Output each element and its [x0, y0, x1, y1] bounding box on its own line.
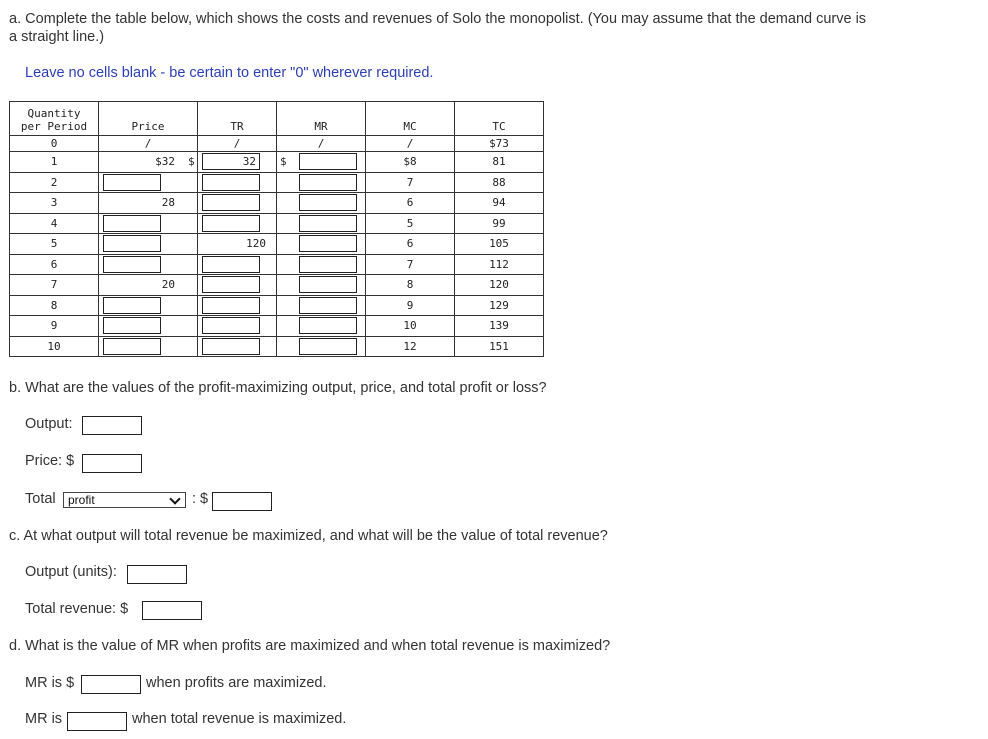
table-row — [10, 193, 544, 214]
header-mr: MR — [277, 102, 366, 136]
cell-quantity: 5 — [10, 234, 99, 255]
header-tc: TC — [455, 102, 544, 136]
cell-quantity: 9 — [10, 316, 99, 337]
cell-price — [99, 295, 198, 316]
cell-mc: 5 — [366, 213, 455, 234]
tr-output-input[interactable] — [127, 565, 187, 584]
price-label: Price: $ — [25, 453, 75, 469]
price-input[interactable] — [103, 256, 161, 273]
cell-tr — [188, 152, 277, 173]
question-c: c. At what output will total revenue be maximized, and what will be the value of total revenue? — [9, 528, 608, 544]
cell-tc: 81 — [455, 152, 544, 173]
cell-tc: 151 — [455, 336, 544, 357]
dollar-sign: $ — [188, 155, 195, 169]
mr-profit-input[interactable] — [81, 675, 141, 694]
cell-quantity: 2 — [10, 172, 99, 193]
mr-input[interactable] — [299, 338, 357, 355]
mr-input[interactable] — [299, 235, 357, 252]
cell-price — [99, 193, 198, 214]
mr-revenue-suffix: when total revenue is maximized. — [132, 711, 347, 727]
cell-quantity: 6 — [10, 254, 99, 275]
price-input[interactable] — [82, 454, 142, 473]
tr-input[interactable] — [202, 215, 260, 232]
cell-mr — [277, 275, 366, 296]
cell-mc: 9 — [366, 295, 455, 316]
mr-profit-suffix: when profits are maximized. — [146, 675, 327, 691]
mr-input[interactable] — [299, 276, 357, 293]
table-row — [10, 172, 544, 193]
question-a-line2: a straight line.) — [9, 29, 105, 45]
table-row — [10, 234, 544, 255]
instruction-text: Leave no cells blank - be certain to enter "0" wherever required. — [25, 65, 434, 81]
cell-mc: 7 — [366, 254, 455, 275]
cell-mr — [277, 193, 366, 214]
cell-tr — [198, 193, 277, 214]
table-row — [10, 316, 544, 337]
mr-revenue-label: MR is — [25, 711, 63, 727]
cell-tr — [198, 213, 277, 234]
cell-tc: 112 — [455, 254, 544, 275]
cell-tr — [198, 336, 277, 357]
price-input[interactable] — [103, 235, 161, 252]
cell-price — [99, 172, 198, 193]
table-row — [10, 152, 544, 173]
cell-mc: 7 — [366, 172, 455, 193]
cell-mc: 10 — [366, 316, 455, 337]
tr-input[interactable] — [202, 338, 260, 355]
dollar-sign: $ — [280, 155, 287, 169]
cell-price — [99, 316, 198, 337]
header-tr: TR — [198, 102, 277, 136]
tr-input[interactable] — [202, 174, 260, 191]
mr-input[interactable] — [299, 174, 357, 191]
cell-price — [99, 234, 198, 255]
cell-slash: / — [366, 136, 455, 152]
cell-mc: 6 — [366, 234, 455, 255]
mr-revenue-input[interactable] — [67, 712, 127, 731]
output-label: Output: — [25, 416, 73, 432]
question-d: d. What is the value of MR when profits are maximized and when total revenue is maximized? — [9, 638, 611, 654]
total-suffix: : $ — [192, 491, 209, 507]
cell-mr — [277, 234, 366, 255]
cell-price — [99, 152, 198, 173]
cell-mr — [277, 254, 366, 275]
cell-mr — [277, 316, 366, 337]
select-value: profit — [68, 493, 95, 507]
mr-input[interactable] — [299, 256, 357, 273]
cell-price — [99, 254, 198, 275]
price-value: 28 — [161, 196, 175, 210]
tr-value: 32 — [242, 155, 256, 169]
cell-mc: $8 — [366, 152, 455, 173]
cell-quantity: 7 — [10, 275, 99, 296]
tr-input[interactable] — [202, 317, 260, 334]
header-quantity-line2: per Period — [20, 120, 88, 133]
tr-input[interactable] — [202, 276, 260, 293]
chevron-down-icon — [169, 493, 180, 504]
cell-tc: 88 — [455, 172, 544, 193]
price-input[interactable] — [103, 215, 161, 232]
cell-tc: $73 — [455, 136, 544, 152]
cost-revenue-table — [9, 101, 544, 357]
mr-profit-label: MR is $ — [25, 675, 75, 691]
profit-loss-select[interactable] — [63, 492, 186, 508]
total-label: Total — [25, 491, 56, 507]
cell-slash: / — [99, 136, 198, 152]
price-input[interactable] — [103, 317, 161, 334]
cell-mr — [277, 172, 366, 193]
question-a-line1: a. Complete the table below, which shows the costs and revenues of Solo the monopolist. (You may assume that the demand curve is — [9, 11, 867, 27]
cell-quantity: 1 — [10, 152, 99, 173]
question-b: b. What are the values of the profit-maximizing output, price, and total profit or loss? — [9, 380, 547, 396]
cell-mc: 12 — [366, 336, 455, 357]
total-revenue-input[interactable] — [142, 601, 202, 620]
cell-tr — [198, 316, 277, 337]
cell-mc: 6 — [366, 193, 455, 214]
tr-input[interactable] — [202, 256, 260, 273]
cell-mr — [277, 213, 366, 234]
table-row-zero — [10, 136, 544, 152]
cell-tr — [198, 275, 277, 296]
cell-tr — [198, 295, 277, 316]
cell-mc: 8 — [366, 275, 455, 296]
cell-quantity: 4 — [10, 213, 99, 234]
price-value: $32 — [155, 155, 175, 169]
total-revenue-label: Total revenue: $ — [25, 601, 129, 617]
cell-mr — [277, 336, 366, 357]
cell-quantity: 3 — [10, 193, 99, 214]
table-header-row — [10, 102, 544, 136]
cell-tc: 120 — [455, 275, 544, 296]
table-row — [10, 336, 544, 357]
header-mc: MC — [366, 102, 455, 136]
mr-input[interactable] — [299, 317, 357, 334]
output-input[interactable] — [82, 416, 142, 435]
cell-quantity: 8 — [10, 295, 99, 316]
cell-quantity: 0 — [10, 136, 99, 152]
cell-tc: 105 — [455, 234, 544, 255]
table-row — [10, 275, 544, 296]
cell-tc: 94 — [455, 193, 544, 214]
tr-input[interactable] — [202, 194, 260, 211]
cell-tr — [198, 254, 277, 275]
header-quantity-line1: Quantity — [27, 107, 81, 120]
cell-price — [99, 213, 198, 234]
cell-slash: / — [277, 136, 366, 152]
mr-input[interactable] — [299, 297, 357, 314]
cell-tc: 129 — [455, 295, 544, 316]
cell-tr — [198, 234, 277, 255]
cell-mr — [277, 152, 366, 173]
cell-slash: / — [198, 136, 277, 152]
cell-tr — [198, 172, 277, 193]
tr-value: 120 — [246, 237, 266, 251]
table-row — [10, 295, 544, 316]
tr-input[interactable] — [202, 297, 260, 314]
total-profit-input[interactable] — [212, 492, 272, 511]
mr-input[interactable] — [299, 215, 357, 232]
mr-input[interactable] — [299, 194, 357, 211]
mr-input[interactable] — [299, 153, 357, 170]
cell-price — [99, 275, 198, 296]
price-input[interactable] — [103, 174, 161, 191]
header-quantity — [10, 102, 99, 136]
price-value: 20 — [161, 278, 175, 292]
cell-price — [99, 336, 198, 357]
header-price: Price — [99, 102, 198, 136]
cell-quantity: 10 — [10, 336, 99, 357]
cell-tc: 139 — [455, 316, 544, 337]
table-row — [10, 213, 544, 234]
price-input[interactable] — [103, 297, 161, 314]
tr-prefilled-box — [202, 153, 260, 170]
tr-output-label: Output (units): — [25, 564, 117, 580]
cell-mr — [277, 295, 366, 316]
table-row — [10, 254, 544, 275]
price-input[interactable] — [103, 338, 161, 355]
cell-tc: 99 — [455, 213, 544, 234]
